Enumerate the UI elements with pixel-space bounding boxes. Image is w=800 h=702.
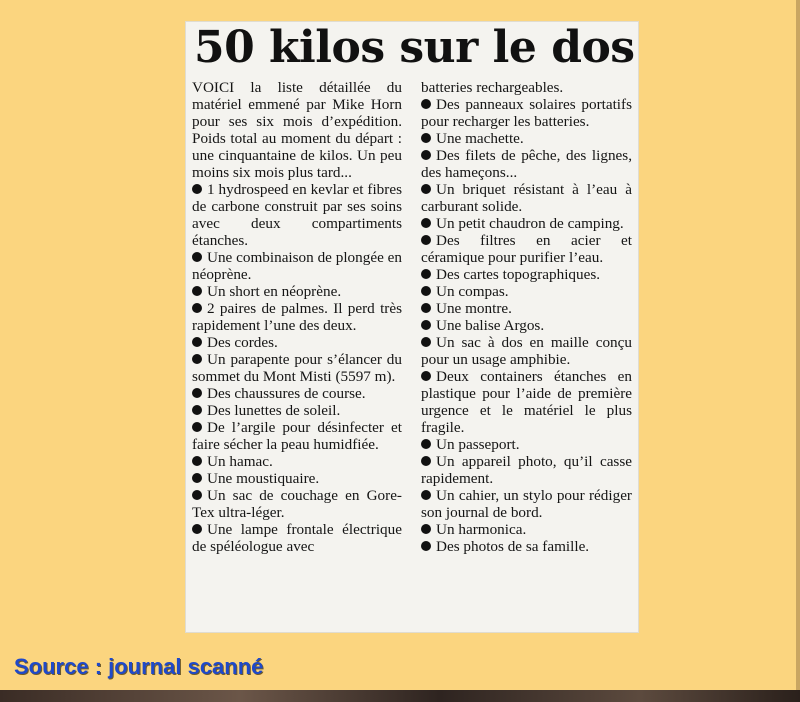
bullet-icon (421, 286, 431, 296)
left-column (192, 79, 402, 555)
bullet-icon (421, 150, 431, 160)
list-item-text: VOICI la liste détaillée du matériel emmené par Mike Horn pour ses six mois d’expédition. Poids total au moment du départ : une cinquantaine de kilos. Un peu moins six mois plus tard... (192, 79, 402, 181)
list-item (421, 521, 632, 538)
list-item (192, 300, 402, 334)
list-item (192, 470, 402, 487)
list-item-text: Une lampe frontale électrique de spéléologue avec (192, 521, 402, 555)
bullet-icon (421, 524, 431, 534)
list-item-text: De l’argile pour désinfecter et faire sécher la peau humidfiée. (192, 419, 402, 453)
list-item (192, 419, 402, 453)
list-item-text: Un parapente pour s’élancer du sommet du Mont Misti (5597 m). (192, 351, 402, 385)
bullet-icon (421, 371, 431, 381)
list-item (421, 232, 632, 266)
list-item-text: Un sac à dos en maille conçu pour un usage amphibie. (421, 334, 632, 368)
list-item-text: 1 hydrospeed en kevlar et fibres de carbone construit par ses soins avec deux compartiments étanches. (192, 181, 402, 249)
list-item-text: Un sac de couchage en Gore-Tex ultra-léger. (192, 487, 402, 521)
bullet-icon (421, 184, 431, 194)
list-item (421, 436, 632, 453)
list-item-text: Une moustiquaire. (207, 470, 320, 487)
list-item (192, 334, 402, 351)
list-item (421, 538, 632, 555)
list-item (421, 283, 632, 300)
bullet-icon (192, 524, 202, 534)
list-item-text: Un compas. (436, 283, 509, 300)
list-item-text: Deux containers étanches en plastique pour l’aide de première urgence et le matériel le plus fragile. (421, 368, 632, 436)
bullet-icon (192, 252, 202, 262)
bullet-icon (421, 456, 431, 466)
list-item (192, 249, 402, 283)
list-item-text: Des cartes topographiques. (436, 266, 601, 283)
bullet-icon (192, 354, 202, 364)
list-item-text: Un short en néoprène. (207, 283, 342, 300)
list-item (421, 215, 632, 232)
list-item (421, 300, 632, 317)
list-item (421, 317, 632, 334)
list-item (192, 79, 402, 181)
bullet-icon (421, 320, 431, 330)
list-item-text: Des lunettes de soleil. (207, 402, 341, 419)
bullet-icon (192, 490, 202, 500)
list-item (192, 385, 402, 402)
bottom-photo-strip (0, 690, 800, 702)
list-item (192, 283, 402, 300)
list-item-text: 2 paires de palmes. Il perd très rapidement l’une des deux. (192, 300, 402, 334)
list-item (421, 266, 632, 283)
list-item-text: Un harmonica. (436, 521, 527, 538)
list-item (421, 79, 632, 96)
list-item (421, 181, 632, 215)
source-caption: Source : journal scanné (14, 654, 264, 679)
bullet-icon (192, 388, 202, 398)
bullet-icon (192, 303, 202, 313)
frame-edge (796, 0, 800, 702)
bullet-icon (421, 133, 431, 143)
list-item-text: batteries rechargeables. (421, 79, 564, 96)
bullet-icon (192, 405, 202, 415)
bullet-icon (421, 235, 431, 245)
list-item (421, 96, 632, 130)
list-item-text: Un cahier, un stylo pour rédiger son journal de bord. (421, 487, 632, 521)
bullet-icon (421, 99, 431, 109)
list-item (192, 453, 402, 470)
list-item-text: Une machette. (436, 130, 524, 147)
list-item (192, 351, 402, 385)
list-item (192, 402, 402, 419)
list-item-text: Des panneaux solaires portatifs pour recharger les batteries. (421, 96, 632, 130)
bullet-icon (421, 303, 431, 313)
bullet-icon (192, 473, 202, 483)
list-item (192, 181, 402, 249)
list-item (192, 487, 402, 521)
list-item-text: Un appareil photo, qu’il casse rapidement. (421, 453, 632, 487)
bullet-icon (192, 422, 202, 432)
list-item (421, 334, 632, 368)
newspaper-clipping (186, 22, 638, 632)
headline: 50 kilos sur le dos (194, 22, 635, 73)
list-item (421, 487, 632, 521)
list-item (421, 130, 632, 147)
list-item (421, 453, 632, 487)
list-item-text: Des photos de sa famille. (436, 538, 590, 555)
list-item-text: Des cordes. (207, 334, 278, 351)
bullet-icon (421, 269, 431, 279)
list-item-text: Un briquet résistant à l’eau à carburant solide. (421, 181, 632, 215)
list-item-text: Un hamac. (207, 453, 273, 470)
bullet-icon (192, 456, 202, 466)
list-item-text: Une montre. (436, 300, 512, 317)
bullet-icon (192, 184, 202, 194)
list-item-text: Un passeport. (436, 436, 520, 453)
bullet-icon (192, 337, 202, 347)
bullet-icon (421, 439, 431, 449)
list-item-text: Un petit chaudron de camping. (436, 215, 624, 232)
right-column (421, 79, 632, 555)
list-item-text: Une combinaison de plongée en néoprène. (192, 249, 402, 283)
bullet-icon (192, 286, 202, 296)
list-item (421, 147, 632, 181)
list-item-text: Des filtres en acier et céramique pour purifier l’eau. (421, 232, 632, 266)
list-item (421, 368, 632, 436)
bullet-icon (421, 541, 431, 551)
list-item-text: Des filets de pêche, des lignes, des hameçons... (421, 147, 632, 181)
list-item (192, 521, 402, 555)
list-item-text: Une balise Argos. (436, 317, 545, 334)
bullet-icon (421, 490, 431, 500)
bullet-icon (421, 218, 431, 228)
list-item-text: Des chaussures de course. (207, 385, 366, 402)
bullet-icon (421, 337, 431, 347)
